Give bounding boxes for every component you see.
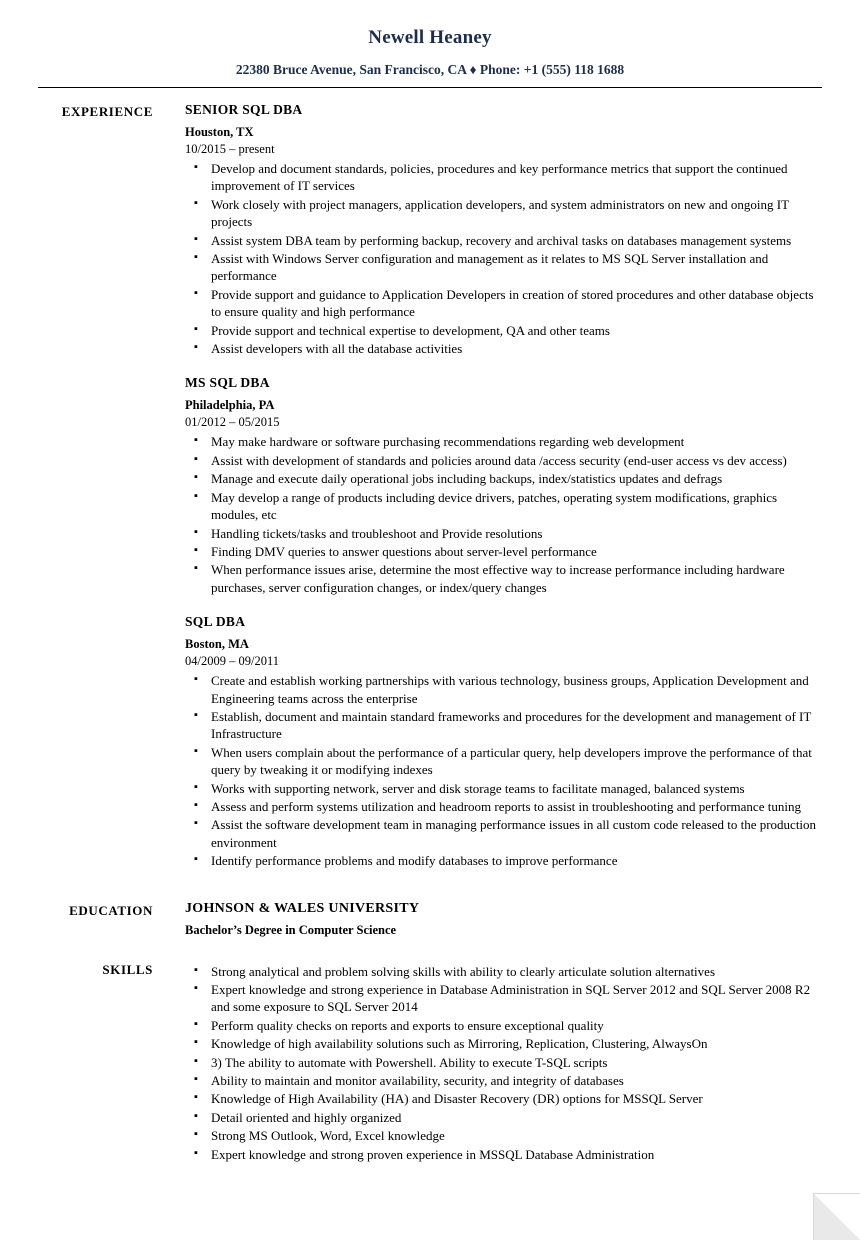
list-item: ▪ Works with supporting network, server and disk storage teams to facilitate managed, balanced systems: [185, 780, 820, 797]
skills-bullets: [185, 963, 820, 1163]
section-label-experience: EXPERIENCE: [61, 104, 153, 119]
list-item: ▪ Strong MS Outlook, Word, Excel knowledge: [185, 1127, 820, 1144]
list-item: ▪ Assist system DBA team by performing backup, recovery and archival tasks on databases management systems: [185, 232, 820, 249]
list-item: ▪ Ability to maintain and monitor availability, security, and integrity of databases: [185, 1072, 820, 1089]
job-title: MS SQL DBA: [185, 375, 270, 391]
job-bullets: [185, 160, 820, 357]
list-item: ▪ When users complain about the performance of a particular query, help developers improve the performance of that query by tweaking it or modifying indexes: [185, 744, 820, 779]
section-label-skills: SKILLS: [102, 961, 153, 977]
list-item: ▪ Perform quality checks on reports and exports to ensure exceptional quality: [185, 1017, 820, 1034]
list-item: ▪ Work closely with project managers, application developers, and system administrators on new and ongoing IT projects: [185, 196, 820, 231]
skills-body: [153, 960, 820, 1164]
job-dates: 04/2009 – 09/2011: [185, 654, 279, 669]
resume-content: [0, 88, 860, 1164]
job-title: SENIOR SQL DBA: [185, 102, 303, 117]
job-location: Boston, MA: [185, 637, 249, 652]
list-item: ▪ Assist with development of standards and policies around data /access security (end-user access vs dev access): [185, 452, 820, 469]
list-item: ▪ Expert knowledge and strong experience in Database Administration in SQL Server 2012 and SQL Server 2008 R2 and some exposure to SQL Server 2014: [185, 981, 820, 1016]
job-entry: [185, 375, 820, 596]
list-item: ▪ Manage and execute daily operational jobs including backups, index/statistics updates and defrags: [185, 470, 820, 487]
list-item: ▪ Finding DMV queries to answer questions about server-level performance: [185, 543, 820, 560]
list-item: ▪ Provide support and technical expertise to development, QA and other teams: [185, 322, 820, 339]
list-item: ▪ Assess and perform systems utilization and headroom reports to assist in troubleshooting and performance tuning: [185, 798, 820, 815]
list-item: ▪ Create and establish working partnerships with various technology, business groups, Application Development and Engineering teams across the enterprise: [185, 672, 820, 707]
list-item: ▪ Knowledge of High Availability (HA) and Disaster Recovery (DR) options for MSSQL Server: [185, 1090, 820, 1107]
list-item: ▪ 3) The ability to automate with Powershell. Ability to execute T-SQL scripts: [185, 1054, 820, 1071]
list-item: ▪ Handling tickets/tasks and troubleshoot and Provide resolutions: [185, 525, 820, 542]
job-location: Houston, TX: [185, 125, 254, 139]
list-item: ▪ May develop a range of products including device drivers, patches, operating system modifications, graphics modules, etc: [185, 489, 820, 524]
job-bullets: [185, 433, 820, 596]
list-item: ▪ Provide support and guidance to Application Developers in creation of stored procedures and other database objects to ensure quality and high performance: [185, 286, 820, 321]
job-dates: 01/2012 – 05/2015: [185, 415, 280, 430]
section-experience: [40, 102, 820, 871]
contact-line: 22380 Bruce Avenue, San Francisco, CA ♦ Phone: +1 (555) 118 1688: [235, 62, 625, 77]
job-entry: [185, 614, 820, 869]
list-item: ▪ Assist with Windows Server configuration and management as it relates to MS SQL Server installation and performance: [185, 250, 820, 285]
section-label-education: EDUCATION: [69, 902, 153, 918]
page-title: Newell Heaney: [368, 27, 492, 48]
list-item: ▪ Assist developers with all the database activities: [185, 340, 820, 357]
list-item: ▪ Strong analytical and problem solving skills with ability to clearly articulate solution alternatives: [185, 963, 820, 980]
section-skills: [40, 960, 820, 1164]
list-item: ▪ Expert knowledge and strong proven experience in MSSQL Database Administration: [185, 1146, 820, 1163]
education-body: [153, 901, 820, 938]
list-item: ▪ Assist the software development team in managing performance issues in all custom code released to the production environment: [185, 816, 820, 851]
job-bullets: [185, 672, 820, 869]
list-item: ▪ Develop and document standards, policies, procedures and key performance metrics that support the continued improvement of IT services: [185, 160, 820, 195]
page-corner-fold: [813, 1193, 860, 1240]
list-item: ▪ Establish, document and maintain standard frameworks and procedures for the development and management of IT Infrastructure: [185, 708, 820, 743]
list-item: ▪ When performance issues arise, determine the most effective way to increase performance including hardware purchases, server configuration changes, or index/query changes: [185, 561, 820, 596]
job-location: Philadelphia, PA: [185, 398, 275, 413]
job-dates: 10/2015 – present: [185, 142, 275, 156]
list-item: ▪ Identify performance problems and modify databases to improve performance: [185, 852, 820, 869]
experience-body: [153, 102, 820, 871]
list-item: ▪ May make hardware or software purchasing recommendations regarding web development: [185, 433, 820, 450]
section-education: [40, 901, 820, 938]
job-entry: [185, 102, 820, 357]
job-title: SQL DBA: [185, 614, 246, 630]
education-degree: Bachelor’s Degree in Computer Science: [185, 922, 397, 937]
education-school: JOHNSON & WALES UNIVERSITY: [185, 900, 420, 916]
list-item: ▪ Detail oriented and highly organized: [185, 1109, 820, 1126]
list-item: ▪ Knowledge of high availability solutions such as Mirroring, Replication, Clustering, AlwaysOn: [185, 1035, 820, 1052]
